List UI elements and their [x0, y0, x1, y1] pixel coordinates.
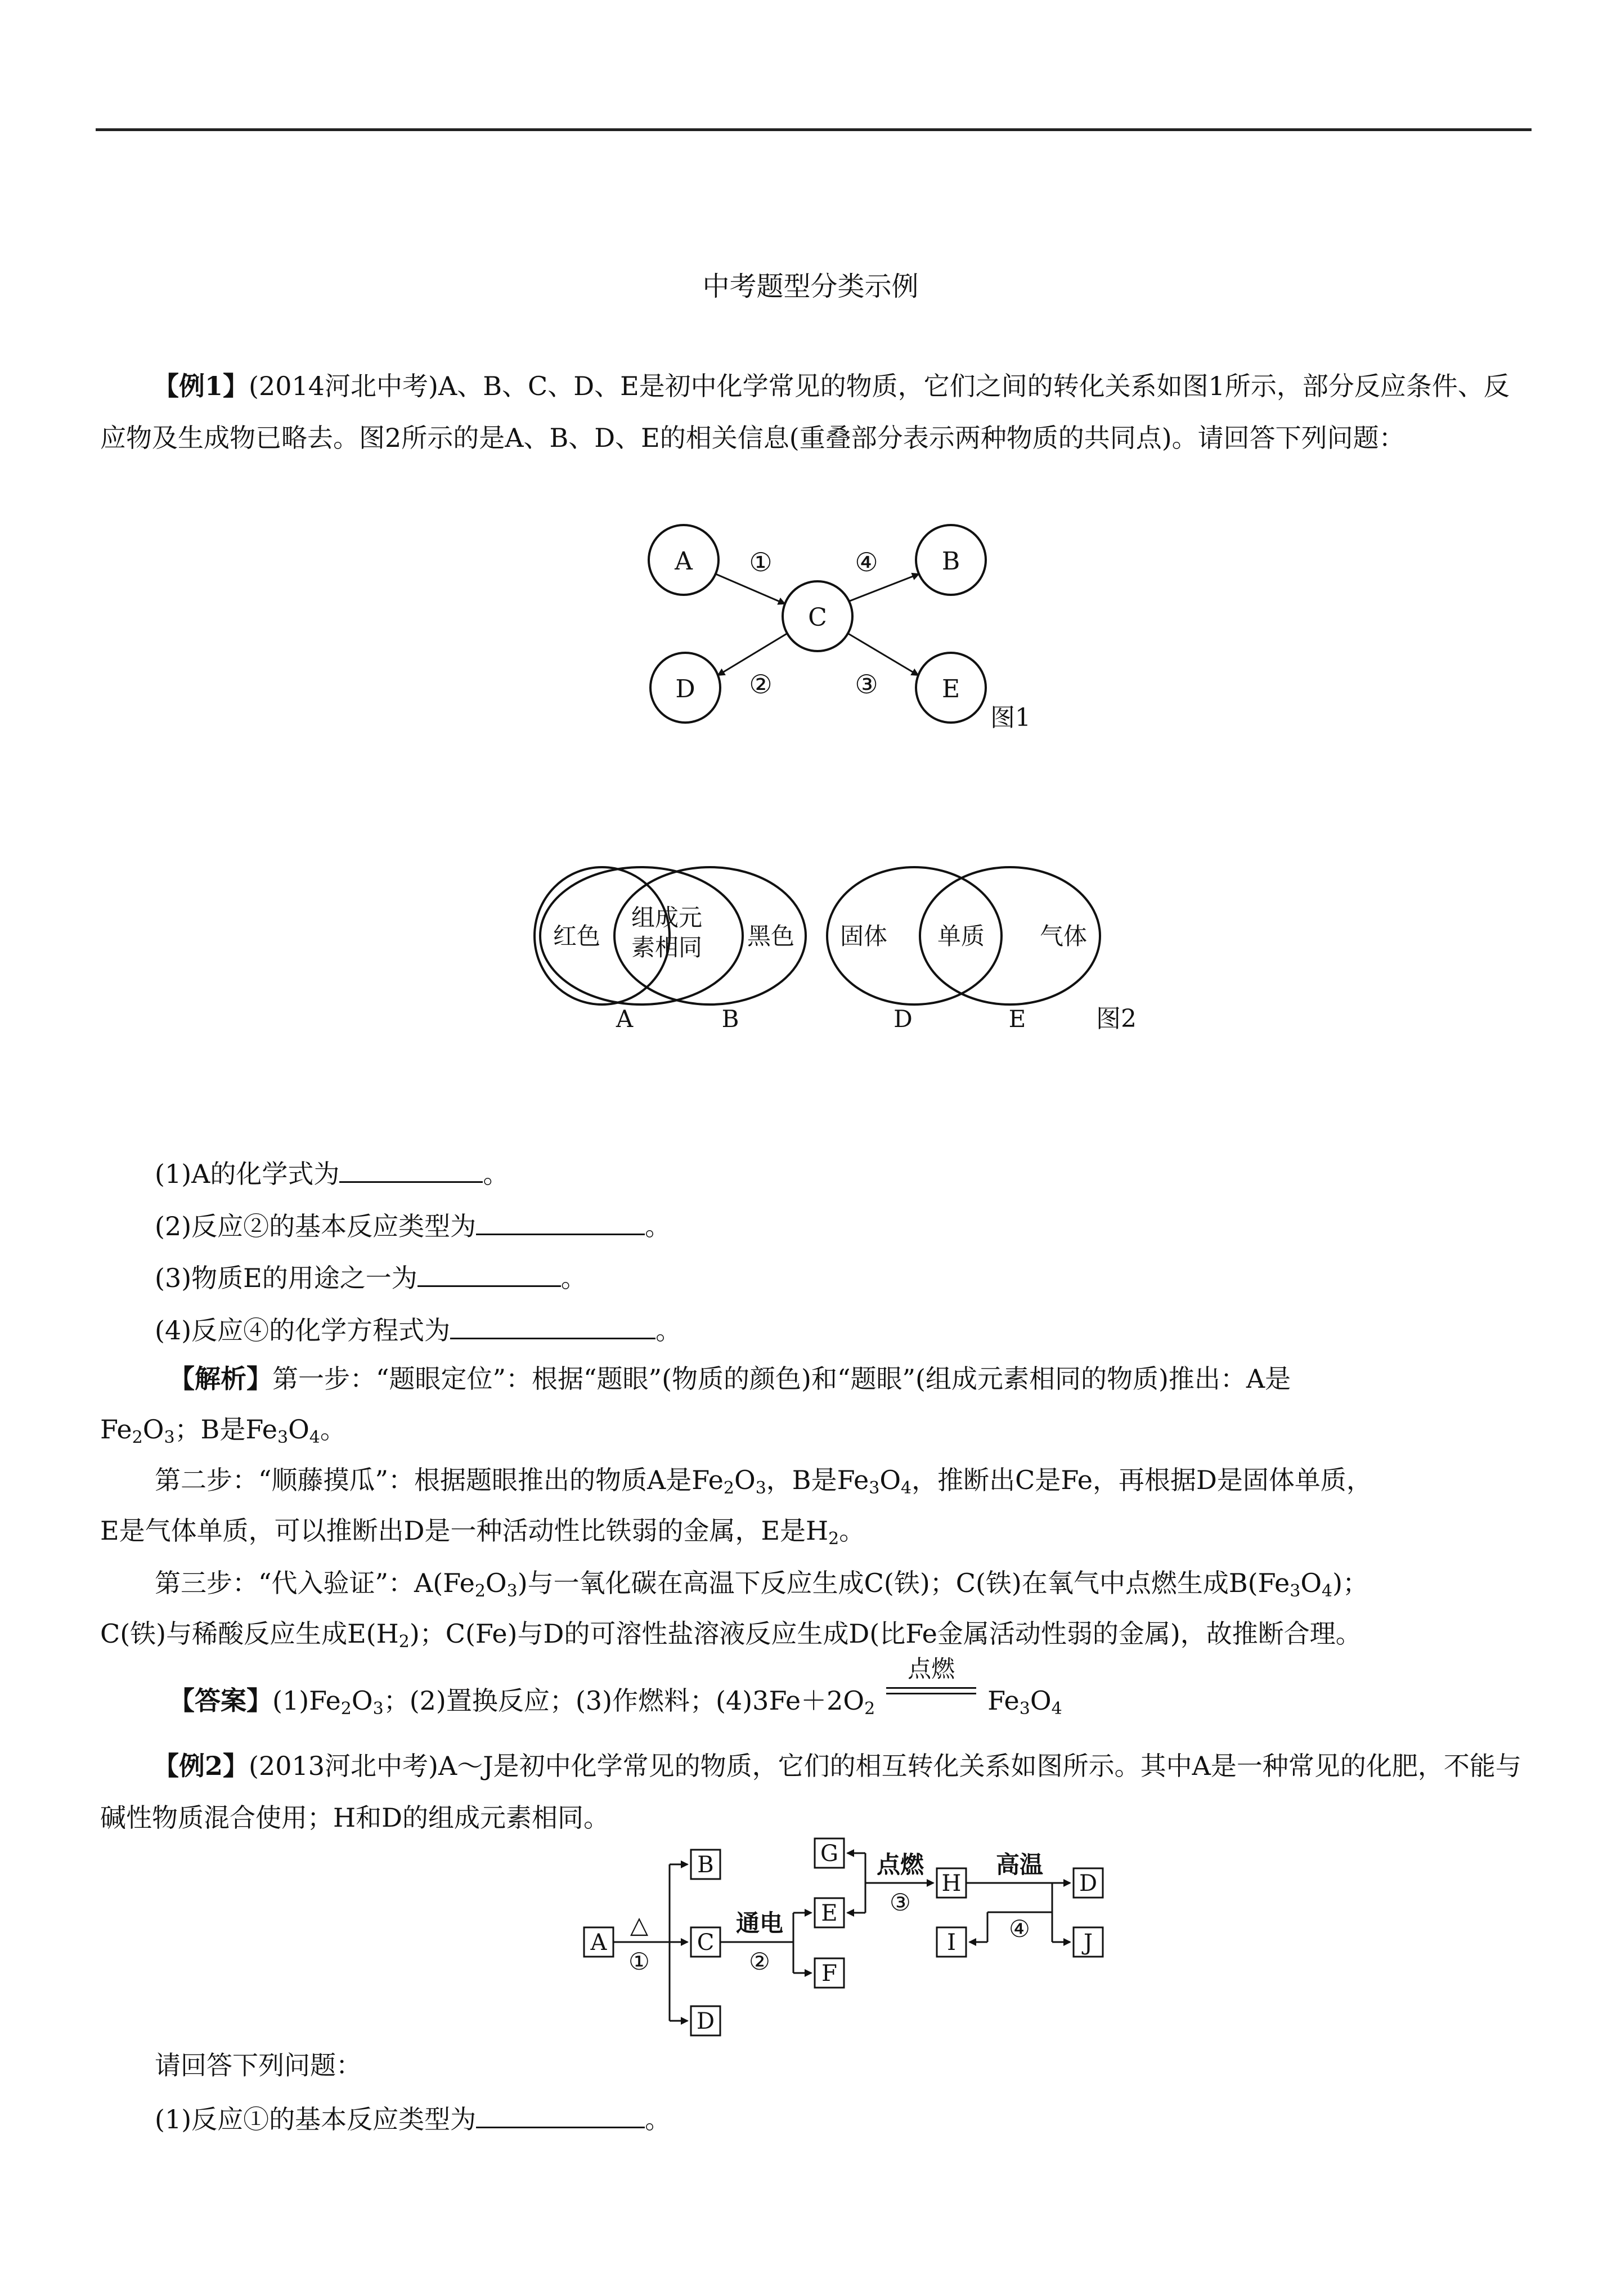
ex2-num-1: ① — [628, 1948, 650, 1975]
page-title: 中考题型分类示例 — [702, 271, 919, 302]
figure1-node-d — [650, 653, 720, 723]
ex2-box-a: A — [590, 1930, 607, 1956]
ex2-prompt: 请回答下列问题： — [155, 2050, 362, 2080]
ex1-analysis-step3: 第三步：“代入验证”：$A(Fe_2O_3)$与一氧化碳在高温下反应生成C(铁)；C(铁)在氧气中点燃生成$B(Fe_3O_4)$； — [155, 1568, 1369, 1601]
figure2-same-elements-2: 素相同 — [631, 934, 703, 961]
ex2-cond-ignite: 点燃 — [876, 1851, 924, 1878]
ex1-analysis-step1-cont: $Fe_2O_3$；B是$Fe_3O_4$。 — [100, 1414, 346, 1447]
figure1-label-2: ② — [749, 669, 773, 699]
ex1-analysis-step2-cont: E是气体单质，可以推断出D是一种活动性比铁弱的金属，E是$H_2$。 — [100, 1515, 865, 1549]
ex1-answer: 【答案】$(1)Fe_2O_3$；(2)置换反应；(3)作燃料；$(4)3Fe+2O_2$ 点燃 $Fe_3O_4$ — [169, 1655, 1062, 1719]
answer-blank[interactable] — [339, 1156, 483, 1183]
ex2-box-e: E — [821, 1900, 838, 1926]
reaction-condition: 点燃 — [886, 1681, 976, 1710]
svg-text:D: D — [675, 675, 695, 703]
answer-blank[interactable] — [450, 1313, 655, 1339]
svg-text:B: B — [941, 547, 960, 576]
example2-intro: 【例2】(2013河北中考)A～J是初中化学常见的物质，它们的相互转化关系如图所示。其中A是一种常见的化肥，不能与碱性物质混合使用；H和D的组成元素相同。 — [100, 1751, 1521, 1833]
answer-blank[interactable] — [476, 2102, 645, 2128]
figure2-red: 红色 — [553, 922, 601, 950]
ex2-question-1: (1)反应①的基本反应类型为 。 — [155, 2102, 671, 2136]
ex2-num-2: ② — [749, 1948, 770, 1975]
figure1-node-c — [783, 581, 852, 651]
ex1-question-4: (4)反应④的化学方程式为 。 — [155, 1313, 681, 1347]
svg-text:C: C — [808, 603, 827, 632]
answer-blank[interactable] — [417, 1261, 561, 1287]
ex1-question-1: (1)A的化学式为 。 — [155, 1156, 509, 1191]
figure2-label-d: D — [893, 1005, 913, 1033]
ex1-question-3: (3)物质E的用途之一为 。 — [155, 1261, 587, 1295]
ex2-box-d: D — [696, 2008, 715, 2034]
figure2-caption: 图2 — [1096, 1004, 1137, 1033]
ex2-box-g: G — [820, 1841, 838, 1867]
svg-text:A: A — [675, 547, 693, 576]
figure2-label-a: A — [616, 1005, 634, 1033]
figure1-label-4: ④ — [855, 547, 878, 577]
ex2-cond-high-temp: 高温 — [995, 1851, 1044, 1878]
figure1-label-1: ① — [749, 547, 773, 577]
figure1-arrow-a-c — [716, 574, 785, 604]
ex2-box-h: H — [941, 1871, 962, 1896]
svg-text:E: E — [941, 675, 960, 703]
figure1-node-e — [916, 653, 986, 723]
ex2-box-f: F — [821, 1961, 837, 1986]
ex2-box-d2: D — [1079, 1871, 1098, 1896]
figure1-caption: 图1 — [990, 703, 1031, 732]
figure2-label-b: B — [721, 1005, 739, 1033]
ex2-num-3: ③ — [890, 1889, 911, 1916]
figure2-black: 黑色 — [747, 922, 795, 950]
ex2-box-b: B — [697, 1852, 714, 1878]
figure1-arrow-c-b — [850, 574, 919, 601]
figure1-label-3: ③ — [855, 669, 878, 699]
figure1-node-b — [916, 525, 986, 595]
ex1-analysis-step1: 【解析】第一步：“题眼定位”：根据“题眼”(物质的颜色)和“题眼”(组成元素相同的物质)推出：A是 — [169, 1364, 1291, 1394]
ex2-box-j: J — [1083, 1930, 1093, 1956]
ex2-cond-electrolysis: 通电 — [735, 1909, 784, 1937]
answer-blank[interactable] — [476, 1209, 645, 1235]
figure2-same-elements-1: 组成元 — [631, 904, 703, 931]
figure1-node-a — [649, 525, 719, 595]
ex1-analysis-step2: 第二步：“顺藤摸瓜”：根据题眼推出的物质A是$Fe_2O_3$，B是$Fe_3O_4$，推断出C是Fe，再根据D是固体单质， — [155, 1465, 1372, 1498]
ex2-num-4: ④ — [1009, 1915, 1030, 1943]
ex2-cond-heat: △ — [630, 1911, 649, 1939]
figure2-gas: 气体 — [1039, 922, 1088, 950]
ex1-question-2: (2)反应②的基本反应类型为 。 — [155, 1209, 671, 1243]
figure2-solid: 固体 — [839, 922, 888, 950]
ex2-box-i: I — [947, 1930, 956, 1956]
ex2-box-c: C — [697, 1930, 715, 1956]
ex1-analysis-step3-cont: C(铁)与稀酸反应生成$E(H_2)$；C(Fe)与D的可溶性盐溶液反应生成D(比Fe金属活动性弱的金属)，故推断合理。 — [100, 1618, 1362, 1652]
figure2-label-e: E — [1008, 1005, 1026, 1033]
figure2-element: 单质 — [937, 922, 985, 950]
example1-intro: 【例1】(2014河北中考)A、B、C、D、E是初中化学常见的物质，它们之间的转化关系如图1所示，部分反应条件、反应物及生成物已略去。图2所示的是A、B、D、E的相关信息(重叠部分表示两种物质的共同点)。请回答下列问题： — [100, 371, 1510, 453]
